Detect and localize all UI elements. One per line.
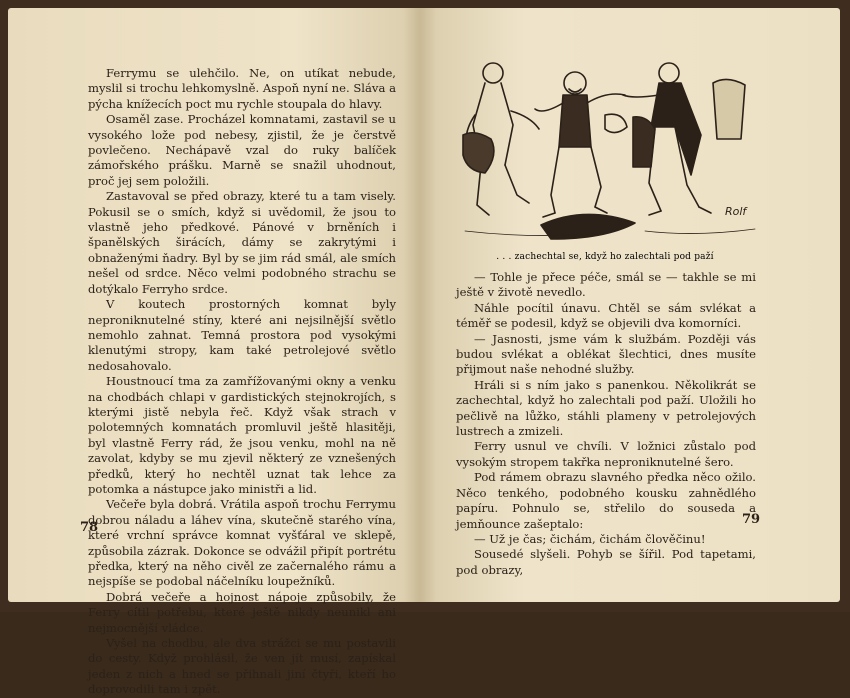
paragraph: — Tohle je přece péče, smál se — takhle se mi ještě v životě nevedlo. — [456, 270, 756, 300]
cartoon-illustration — [455, 55, 760, 247]
paragraph: Dobrá večeře a hojnost nápoje způsobily, že Ferry cítil potřebu, které ještě nikdy neunikl ani nejmocnější vládce. — [88, 589, 396, 635]
right-page-text — [456, 270, 756, 578]
paragraph: Sousedé slyšeli. Pohyb se šířil. Pod tapetami, pod obrazy, — [456, 547, 756, 577]
paragraph: Houstnoucí tma za zamřížovanými okny a venku na chodbách chlapi v gardistických stejnokrojích, s kterými jistě nebyla řeč. Když však strach v polotemných komnatách promluvil ještě hlasitěji, byl vlastně Ferry rád, že jsou venku, mohl na ně zavolat, kdyby se mu zjevil některý ze vznešených předků, který ho nechtěl uznat tak lehce za potomka a nástupce jako ministři a lid. — [88, 374, 396, 496]
paragraph: Hráli si s ním jako s panenkou. Několikrát se zachechtal, když ho zalechtali pod paží. Uložili ho pečlivě na lůžko, stáhli plameny v petrolejových lustrech a zmizeli. — [456, 377, 756, 439]
paragraph: — Jasnosti, jsme vám k službám. Později vás budou svlékat a oblékat šlechtici, dnes musíte přijmout naše nehodné služby. — [456, 331, 756, 377]
paragraph: Zastavoval se před obrazy, které tu a tam visely. Pokusil se o smích, když si uvědomil, že jsou to vlastně jeho předkové. Pánové v brněních i španělských širácích, dámy se zakrytými i obnaženými ňadry. Byl by se jim rád smál, ale smích nešel od srdce. Něco velmi podobného strachu se dotýkalo Ferryho srdce. — [88, 189, 396, 296]
paragraph: Náhle pocítil únavu. Chtěl se sám svlékat a téměř se podesil, když se objevili dva komorníci. — [456, 300, 756, 331]
paragraph: Ferry usnul ve chvíli. V ložnici zůstalo pod vysokým stropem takřka neproniknutelné šero. — [456, 439, 756, 469]
paragraph: Pod rámem obrazu slavného předka něco ožilo. Něco tenkého, podobného kousku zahnědlého papíru. Pohnulo se, střelilo do souseda a jemňounce zašeptalo: — [456, 470, 756, 531]
page-number-right: 79 — [742, 512, 761, 527]
paragraph: — Už je čas; čichám, čichám člověčinu! — [474, 531, 706, 546]
paragraph: Osaměl zase. Procházel komnatami, zastavil se u vysokého lože pod nebesy, zjistil, že je čerstvě povlečeno. Nechápavě vzal do ruky balíček zámořského prášku. Marně se snažil uhodnout, proč jej sem položili. — [88, 112, 396, 188]
left-page — [8, 8, 420, 697]
illustrator-signature: Rolf — [725, 205, 747, 218]
paragraph: V koutech prostorných komnat byly neproniknutelné stíny, které ani nejsilnější světlo nemohlo zahnat. Temná prostora pod vysokými klenutými stropy, kam také petrolejové světlo nedosahovalo. — [88, 297, 396, 373]
paragraph: Večeře byla dobrá. Vrátila aspoň trochu Ferrymu dobrou náladu a láhev vína, skutečně starého vína, které vrchní správce komnat vyšťáral ve sklepě, způsobila zázrak. Dokonce se odvážil připít portrétu předka, který na něho civěl ze začernalého rámu a nejspíše se podobal náčelníku loupežníků. — [88, 497, 396, 589]
paragraph: Vyšel na chodbu, ale dva strážci se mu postavili do cesty. Když prohlásil, že ven jít musí, zapískal jeden z nich a hned se přihnali jiní čtyři, kteří ho doprovodili tam i zpět. — [88, 636, 396, 697]
paragraph: Ferrymu se ulehčilo. Ne, on utíkat nebude, myslil si trochu lehkomyslně. Aspoň nyní ne. Sláva a pýcha knížecích poct mu rychle stoupala do hlavy. — [88, 66, 396, 111]
illustration-caption: . . . zachechtal se, když ho zalechtali pod paží — [496, 252, 714, 262]
left-page-text — [88, 66, 396, 698]
page-number-left: 78 — [80, 520, 99, 535]
